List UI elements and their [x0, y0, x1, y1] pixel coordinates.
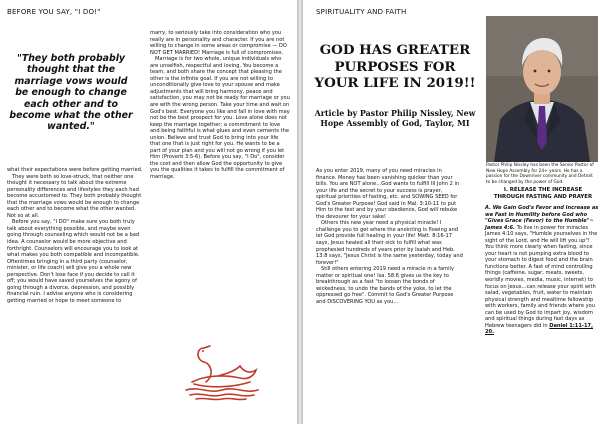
paragraph: Before you say, "I DO" make sure you both truly talk about everything possible, and maybe even going through counseling which would not be a bad idea. A counselor would be more objective and forthright. Counselors will encourage you to look at what makes you both compatible and incompatible. Oftentimes bringing in a third party (counselor, minister, or life coach) will give you a whole new perspective. Don't lose face if you decide to call it off; you would have saved yourselves the agony of going through a divorce, depression, and possibly financial ruin. I advise anyone who is considering getting married or hope to meet someone to	[7, 219, 140, 304]
left-page	[0, 0, 297, 424]
right-page	[303, 0, 600, 424]
swan-ornament-icon	[174, 336, 264, 402]
scripture-reference: Daniel 1:11-17, 20.	[485, 322, 594, 336]
article-title: GOD HAS GREATER PURPOSES FOR YOUR LIFE IN 2019!!	[314, 42, 476, 92]
right-column-1	[316, 168, 463, 305]
paragraph: As you enter 2019, many of you need miracles in finance. Money has been vanishing quicker than your bills. You are NOT alone…God wants to fulfill III John 2 in your life and the secret to your success is prayer, spiritual priorities of fasting, etc. and SOWING SEED for God's Greater Purpose! God said in Mal. 3:10-11 to put Him to the test and by your obedience, God will rebuke the devourer for your sake!	[316, 168, 460, 220]
pastor-portrait-icon	[486, 16, 598, 162]
pull-quote: "They both probably thought that the marriage vows would be enough to change each other and to become what the other wanted."	[9, 53, 133, 133]
pastor-portrait-photo	[486, 16, 598, 162]
paragraph-body: To live in power for miracles James 4:10 says, "Humble yourselves in the sight of the Lord, and He will lift you up"! You think more clearly when fasting, since your heart is not pumping extra blood to your stomach to digest food and the brain functions better. A fast of mind controlling things (caffeine, sugar, meats, sweets, worldly movies, media, music, internet) to focus on Jesus…can release your spirit with salad, vegetables, fruit, water to maintain physical strength and mealtime fellowship with workers, family and friends where you can be used by God to impart joy, wisdom and spiritual things during fast days as Hebrew teenagers did in	[485, 224, 598, 329]
paragraph: what their expectations were before getting married.	[7, 167, 143, 173]
paragraph	[485, 205, 599, 336]
paragraph: marry, to seriously take into consideration who you really are in personality and character. If you are not willing to change in some areas or compromise — DO NOT GET MARRIED! Marriage is full of compromises.	[150, 30, 287, 56]
article-byline: Article by Pastor Philip Nissley, New Hope Assembly of God, Taylor, MI	[314, 109, 476, 128]
section-heading: I. RELEASE THE INCREASE THROUGH FASTING AND PRAYER	[493, 187, 593, 200]
paragraph: They were both so love-struck, that neither one thought it necessary to talk about the extreme personality differences and lifestyles they each had become accustomed to. They both probably thought that the marriage vows would be enough to change each other and to become what the other wanted. Not so at all.	[7, 173, 142, 219]
right-column-2	[485, 205, 599, 336]
paragraph: Others this new year need a physical miracle! I challenge you to get where the anointing is flowing and let God provide full healing in your life! Matt. 8:16-17 says, Jesus healed all their sick to fulfill what was prophesied hundreds of years prior by Isaiah and Heb. 13:8 says, "Jesus Christ is the same yesterday, today and forever!"	[316, 220, 463, 266]
right-running-head: SPIRITUALITY AND FAITH	[316, 8, 407, 16]
photo-caption: Pastor Philip Nissley has been the Senior Pastor of New Hope Assembly for 24+ years. He has a passion for the Downriver community and Detroit to be changed by the power of God.	[486, 163, 594, 185]
paragraph: Marriage is for two whole, unique individuals who are unselfish, respectful and loving. You become a team, and both share the concept that pleasing the other is the infinite goal. If you are not willing to unconditionally give love to your spouse and make adjustments that will bring harmony, peace and satisfaction, you may not be ready for marriage or you are with the wrong person. Take your time and wait on God's best. Everyone you like and fall in love with may not be the best prospect for you. Love alone does not keep the marriage together; a commitment to love and being faithful is what glues and even cements the union. Believe and trust God to bring into your life that one that is just right for you. He wants to be a part of your plan and you will not go wrong if you let Him (Proverb 3:5-6). Before you say, "I Do", consider the cost and then allow God the opportunity to give you the qualities it takes to fulfill the commitment of marriage.	[150, 56, 290, 181]
left-column-1	[7, 167, 143, 304]
left-column-2	[150, 30, 290, 181]
paragraph: Still others entering 2019 need a miracle in a family matter or spiritual one! Isa. 58:6 gives us the key to breakthrough as a fast "to loosen the bonds of wickedness, to undo the bands of the yoke, to let the oppressed go free". Commit to God's Greater Purpose and DISCOVERING YOU as you…	[316, 266, 454, 305]
left-running-head: BEFORE YOU SAY, "I DO!"	[7, 8, 101, 16]
subsection-lead: A. We Gain God's Favor and Increase as we Fast in Humility before God who "Gives Grace (Favor) to the Humble"~ James 4:6.	[485, 205, 599, 231]
